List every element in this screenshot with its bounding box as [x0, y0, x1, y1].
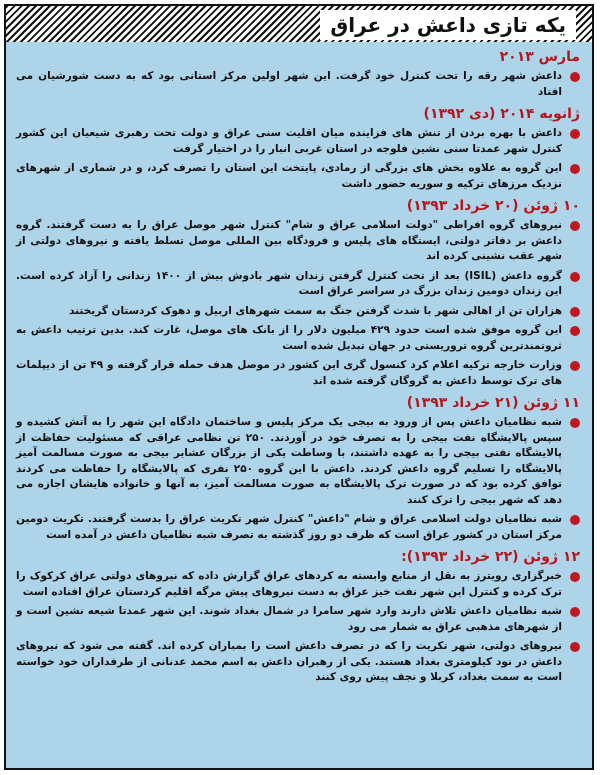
timeline-item [16, 69, 582, 100]
red-bullet-icon [570, 307, 580, 317]
red-bullet-icon [570, 326, 580, 336]
timeline-item-text: خبرگزاری رویترز به نقل از منابع وابسته به کردهای عراق گزارش داده که نیروهای دولتی عراق کرکوک را ترک کرده و کنترل این شهر نفت خیز عراق به دست نیروهای پیش مرگه اقلیم کردستان عراق افتاده است [16, 570, 562, 598]
section-date-heading: مارس ۲۰۱۳ [499, 49, 580, 65]
timeline-content [16, 46, 582, 764]
timeline-section [16, 196, 582, 389]
timeline-item-text: داعش شهر رقه را تحت کنترل خود گرفت. این شهر اولین مرکز استانی بود که به دست شورشیان می افتاد [16, 70, 562, 98]
red-bullet-icon [570, 515, 580, 525]
red-bullet-icon [570, 607, 580, 617]
timeline-item [16, 161, 582, 192]
timeline-item [16, 358, 582, 389]
timeline-item-text: شبه نظامیان داعش تلاش دارند وارد شهر سامرا در شمال بغداد شوند. این شهر عمدتا شیعه نشین است و از شهرهای مذهبی عراق به شمار می رود [16, 605, 562, 633]
red-bullet-icon [570, 642, 580, 652]
timeline-item [16, 126, 582, 157]
timeline-section [16, 104, 582, 192]
timeline-item [16, 639, 582, 686]
timeline-item-text: این گروه به علاوه بخش های بزرگی از رمادی، پایتخت این استان را تصرف کرد، و در شماری از شهرهای نزدیک مرزهای ترکیه و سوریه حضور داشت [16, 162, 562, 190]
section-date-heading: ۱۲ ژوئن (۲۲ خرداد ۱۳۹۳): [401, 549, 580, 565]
section-date-heading: ۱۱ ژوئن (۲۱ خرداد ۱۳۹۳) [406, 395, 580, 411]
red-bullet-icon [570, 164, 580, 174]
infographic-panel [4, 4, 594, 770]
red-bullet-icon [570, 129, 580, 139]
timeline-item-text: نیروهای دولتی، شهر تکریت را که در تصرف داعش است را بمباران کرده اند. گفته می شود که نیروهای داعش در نود کیلومتری بغداد هستند. یکی از رهبران داعش به اسم محمد عدنانی از طرفداران خود خواسته است به سمت بغداد، کربلا و نجف پیش روی کنند [16, 640, 562, 683]
timeline-item [16, 415, 582, 508]
timeline-section [16, 547, 582, 686]
red-bullet-icon [570, 572, 580, 582]
timeline-item [16, 269, 582, 300]
timeline-item [16, 323, 582, 354]
timeline-item [16, 569, 582, 600]
timeline-item-text: این گروه موفق شده است حدود ۴۲۹ میلیون دلار را از بانک های موصل، غارت کند. بدین ترتیب داعش به ثروتمندترین گروه تروریستی در جهان تبدیل شده است [16, 324, 563, 352]
section-date-heading: ۱۰ ژوئن (۲۰ خرداد ۱۳۹۳) [406, 198, 580, 214]
section-date-heading: ژانویه ۲۰۱۴ (دی ۱۳۹۲) [423, 106, 580, 122]
timeline-section [16, 47, 582, 100]
red-bullet-icon [570, 272, 580, 282]
red-bullet-icon [570, 72, 580, 82]
timeline-item-text: هزاران تن از اهالی شهر با شدت گرفتن جنگ به سمت شهرهای اربیل و دهوک کردستان گریختند [69, 304, 562, 317]
timeline-item-text: نیروهای گروه افراطی "دولت اسلامی عراق و شام" کنترل شهر موصل عراق را به دست گرفتند. گروه داعش بر دفاتر دولتی، ایستگاه های پلیس و فرودگاه بین المللی موصل تسلط یافته و نیروهای دولتی از شهر عقب نشینی کرده اند [16, 219, 562, 262]
timeline-item-text: وزارت خارجه ترکیه اعلام کرد کنسول گری این کشور در موصل هدف حمله قرار گرفته و ۴۹ تن از دیپلمات های ترک توسط داعش به گروگان گرفته شده اند [16, 359, 562, 387]
timeline-section [16, 393, 582, 543]
timeline-item-text: داعش با بهره بردن از تنش های فزاینده میان اقلیت سنی عراق و دولت تحت رهبری شیعیان این کشور کنترل شهر عمدتا سنی نشین فلوجه در استان غربی انبار را در اختیار گرفت [16, 127, 562, 155]
timeline-item [16, 304, 582, 320]
timeline-item-text: شبه نظامیان دولت اسلامی عراق و شام "داعش" کنترل شهر تکریت عراق را بدست گرفتند. تکریت دومین مرکز استان در کشور عراق است که ظرف دو روز گذشته به تصرف شبه نظامیان داعش در آمده است [16, 513, 562, 541]
timeline-item [16, 604, 582, 635]
red-bullet-icon [570, 418, 580, 428]
page-title: یکه تازی داعش در عراق [320, 10, 576, 40]
red-bullet-icon [570, 361, 580, 371]
timeline-item-text: شبه نظامیان داعش پس از ورود به بیجی یک مرکز پلیس و ساختمان دادگاه این شهر را به آتش کشیده و سپس پالایشگاه نفت بیجی را به تصرف خود در آوردند. ۲۵۰ تن نظامی عراقی که مسئولیت حفاظت از پالایشگاه نفتی بیجی را به عهده داشتند، با وساطت یکی از بزرگان عشایر بیجی به صورت مسالمت آمیز پالایشگاه را تسلیم گروه داعش کردند. داعش با این گروه ۲۵۰ نفری که پالایشگاه را حفاظت می کردند توافق کرده بود که در صورت ترک پالایشگاه به صورت مسالمت آمیز، به آنها و خانواده هایشان اجازه می دهد که شهر بیجی را ترک کنند [16, 416, 563, 506]
timeline-item [16, 218, 582, 265]
timeline-item-text: گروه داعش (ISIL) بعد از تحت کنترل گرفتن زندان شهر بادوش بیش از ۱۴۰۰ زندانی را آزاد کرده است. این زندان دومین زندان بزرگ در سراسر عراق است [16, 269, 562, 297]
timeline-item [16, 512, 582, 543]
red-bullet-icon [570, 221, 580, 231]
